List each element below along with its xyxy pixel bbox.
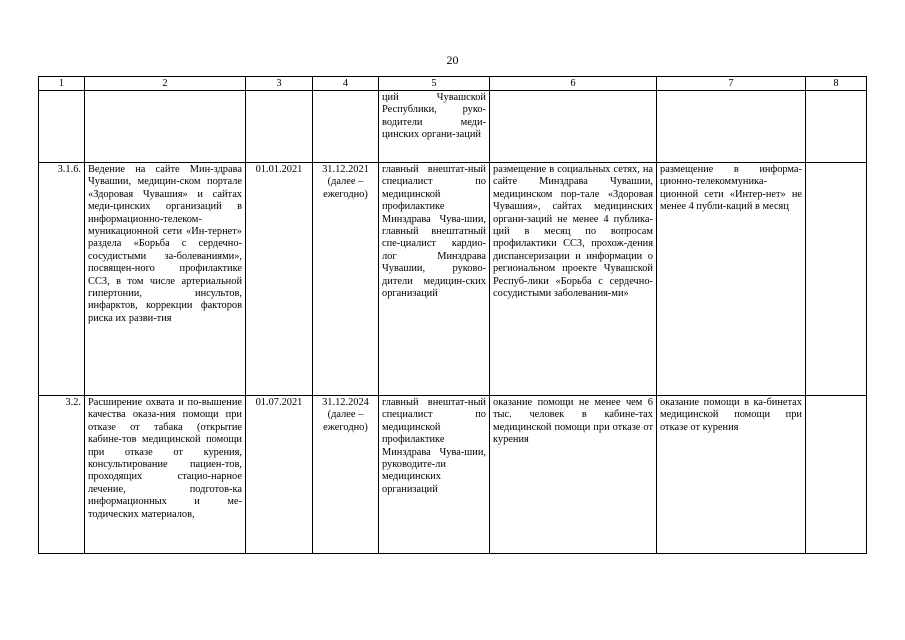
column-header: 5: [379, 77, 490, 91]
activity-cell: Расширение охвата и по-вышение качества оказа-ния помощи при отказе от табака (открытие кабине-тов медицинской помощи при отказе от курения, консультирование пациен-тов, проходящих стацио-нарное лечение, подготов-ка информационных и ме-тодических материалов,: [85, 396, 246, 554]
start-date-cell: [246, 91, 313, 163]
plan-table: [38, 76, 867, 554]
end-date-cell: 31.12.2021 (далее – ежегодно): [313, 163, 379, 396]
column-header: 4: [313, 77, 379, 91]
activity-cell: Ведение на сайте Мин-здрава Чувашии, медицин-ском портале «Здоровая Чувашия» и сайтах меди-цинских организаций в информационно-телеком-муникационной сети «Ин-тернет» раздела «Борьба с сердечно-сосудистыми за-болеваниями», посвящен-ного профилактике ССЗ, в том числе артериальной гипертонии, инсультов, инфарктов, коррекции факторов риска их разви-тия: [85, 163, 246, 396]
row-number: 3.2.: [39, 396, 85, 554]
end-date-cell: 31.12.2024 (далее – ежегодно): [313, 396, 379, 554]
row-number: 3.1.6.: [39, 163, 85, 396]
result-cell: [657, 91, 806, 163]
column-header: 2: [85, 77, 246, 91]
end-date-cell: [313, 91, 379, 163]
indicator-cell: оказание помощи не менее чем 6 тыс. человек в кабине-тах медицинской помощи при отказе от курения: [490, 396, 657, 554]
page-number: 20: [446, 53, 459, 67]
note-cell: [806, 91, 867, 163]
start-date-cell: 01.01.2021: [246, 163, 313, 396]
result-cell: оказание помощи в ка-бинетах медицинской помощи при отказе от курения: [657, 396, 806, 554]
indicator-cell: [490, 91, 657, 163]
responsible-cell: главный внештат-ный специалист по медицинской профилактике Минздрава Чува-шии, руководите-ли медицинских организаций: [379, 396, 490, 554]
column-header: 1: [39, 77, 85, 91]
table-row: [39, 163, 867, 396]
start-date-cell: 01.07.2021: [246, 396, 313, 554]
note-cell: [806, 396, 867, 554]
row-number: [39, 91, 85, 163]
responsible-cell: главный внештат-ный специалист по медицинской профилактике Минздрава Чува-шии, главный внештатный спе-циалист кардио-лог Минздрава Чувашии, руково-дители медицин-ских организаций: [379, 163, 490, 396]
column-number-row: [39, 77, 867, 91]
responsible-cell: ций Чувашской Республики, руко-водители меди-цинских органи-заций: [379, 91, 490, 163]
note-cell: [806, 163, 867, 396]
column-header: 7: [657, 77, 806, 91]
indicator-cell: размещение в социальных сетях, на сайте Минздрава Чувашии, медицинском пор-тале «Здоровая Чувашия», сайтах медицинских органи-заций не менее 4 публика-ций в месяц по вопросам профилактики ССЗ, прохож-дения диспансеризации и информации о региональном проекте Чувашской Респуб-лики «Борьба с сердечно-сосудистыми заболевания-ми»: [490, 163, 657, 396]
activity-cell: [85, 91, 246, 163]
result-cell: размещение в информа-ционно-телекоммуника-ционной сети «Интер-нет» не менее 4 публи-каций в месяц: [657, 163, 806, 396]
table-row: [39, 91, 867, 163]
table-row: [39, 396, 867, 554]
column-header: 3: [246, 77, 313, 91]
column-header: 6: [490, 77, 657, 91]
column-header: 8: [806, 77, 867, 91]
